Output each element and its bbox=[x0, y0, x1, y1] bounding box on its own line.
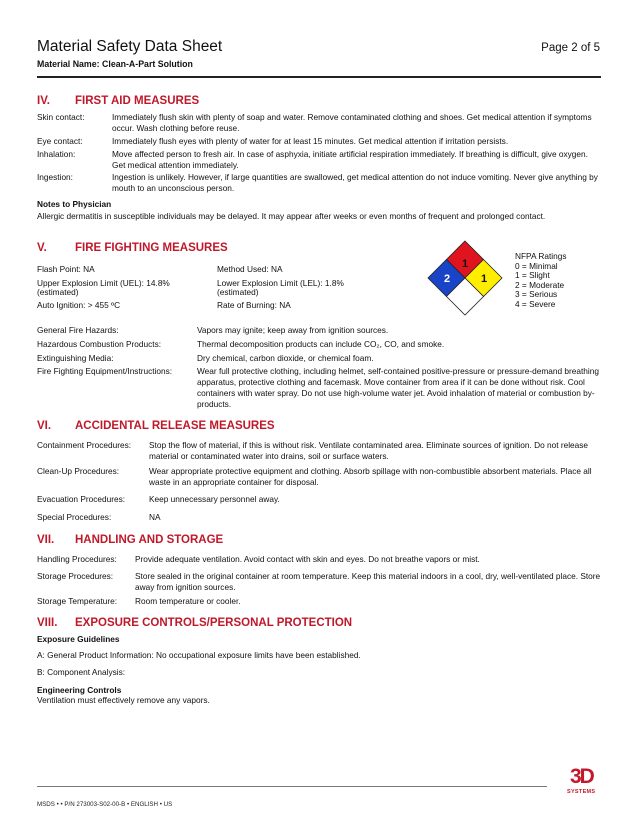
clean-up-procedures-text: Wear appropriate protective equipment and clothing. Absorb spillage with non-combustible absorbent materials. Place all waste in an appropriate container for disposal. bbox=[149, 466, 592, 487]
ingestion-label: Ingestion: bbox=[37, 172, 73, 182]
handling-procedures-label: Handling Procedures: bbox=[37, 554, 117, 564]
document-title: Material Safety Data Sheet bbox=[37, 38, 223, 55]
nfpa-health-value: 2 bbox=[443, 273, 451, 285]
notes-to-physician-heading: Notes to Physician bbox=[37, 199, 112, 209]
engineering-controls-text: Ventilation must effectively remove any vapors. bbox=[37, 695, 210, 705]
special-procedures-label: Special Procedures: bbox=[37, 512, 112, 522]
section-viii-number: VIII. bbox=[37, 617, 58, 629]
fire-fighting-equipment-label: Fire Fighting Equipment/Instructions: bbox=[37, 366, 173, 376]
handling-procedures-text: Provide adequate ventilation. Avoid contact with skin and eyes. Do not breathe vapors or mist. bbox=[135, 554, 480, 564]
section-vi-title: ACCIDENTAL RELEASE MEASURES bbox=[75, 420, 275, 432]
evacuation-procedures-label: Evacuation Procedures: bbox=[37, 494, 126, 504]
page-number: Page 2 of 5 bbox=[541, 42, 600, 54]
notes-to-physician-text: Allergic dermatitis in susceptible individuals may be delayed. It may appear after weeks or even months of frequent and prolonged contact. bbox=[37, 211, 546, 221]
storage-temperature-label: Storage Temperature: bbox=[37, 596, 118, 606]
eye-contact-label: Eye contact: bbox=[37, 136, 83, 146]
nfpa-diamond bbox=[427, 240, 503, 318]
nfpa-flammability-value: 1 bbox=[461, 258, 469, 270]
lower-explosion-limit: Lower Explosion Limit (LEL): 1.8% bbox=[217, 278, 344, 288]
footer-text: MSDS • • P/N 273003-S02-00-B • ENGLISH • US bbox=[37, 801, 173, 808]
containment-procedures-text: Stop the flow of material, if this is without risk. Ventilate contaminated area. Eliminate sources of ignition. Do not release material or contaminated water into drains, soil or surface waters. bbox=[149, 440, 589, 461]
skin-contact-label: Skin contact: bbox=[37, 112, 85, 122]
header-divider bbox=[37, 76, 601, 78]
extinguishing-media-label: Extinguishing Media: bbox=[37, 353, 114, 363]
method-used: Method Used: NA bbox=[217, 264, 283, 274]
containment-procedures-label: Containment Procedures: bbox=[37, 440, 132, 450]
extinguishing-media-text: Dry chemical, carbon dioxide, or chemical foam. bbox=[197, 353, 374, 363]
engineering-controls-heading: Engineering Controls bbox=[37, 685, 122, 695]
section-viii-title: EXPOSURE CONTROLS/PERSONAL PROTECTION bbox=[75, 617, 353, 629]
rate-of-burning: Rate of Burning: NA bbox=[217, 300, 291, 310]
eye-contact-text: Immediately flush eyes with plenty of water for at least 15 minutes. Get medical attention if irritation persists. bbox=[112, 136, 509, 146]
nfpa-legend bbox=[515, 252, 567, 310]
lel-estimated: (estimated) bbox=[217, 287, 259, 297]
exposure-guidelines-heading: Exposure Guidelines bbox=[37, 634, 120, 644]
ingestion-text: Ingestion is unlikely. However, if large quantities are swallowed, get medical attention do not induce vomiting. Never give anything by mouth to an unconscious person. bbox=[112, 172, 598, 193]
hazardous-combustion-text: Thermal decomposition products can include CO₂, CO, and smoke. bbox=[197, 339, 445, 349]
fire-fighting-equipment-text: Wear full protective clothing, including helmet, self-contained positive-pressure or pressure-demand breathing apparatus, protective clothing and facemask. Move container from area if it can be done without risk. Cool containers with water spray. Do not use high-volume water jet. Avoid inhalation of material or combustion by-products. bbox=[197, 366, 599, 409]
section-iv-title: FIRST AID MEASURES bbox=[75, 95, 200, 107]
nfpa-legend-item: 0 = Minimal bbox=[515, 260, 558, 271]
3d-logo-mark: 3D bbox=[570, 765, 593, 788]
material-name: Material Name: Clean-A-Part Solution bbox=[37, 59, 193, 69]
general-fire-hazards-label: General Fire Hazards: bbox=[37, 325, 119, 335]
footer-divider bbox=[37, 786, 547, 787]
section-vi-number: VI. bbox=[37, 420, 52, 432]
section-v-title: FIRE FIGHTING MEASURES bbox=[75, 242, 228, 254]
section-iv-number: IV. bbox=[37, 95, 51, 107]
component-analysis: B: Component Analysis: bbox=[37, 667, 126, 677]
section-vii-number: VII. bbox=[37, 534, 55, 546]
flash-point: Flash Point: NA bbox=[37, 264, 95, 274]
storage-temperature-text: Room temperature or cooler. bbox=[135, 596, 241, 606]
inhalation-label: Inhalation: bbox=[37, 149, 76, 159]
uel-estimated: (estimated) bbox=[37, 287, 79, 297]
nfpa-legend-item: 2 = Moderate bbox=[515, 279, 565, 290]
auto-ignition: Auto Ignition: > 455 ºC bbox=[37, 300, 121, 310]
nfpa-legend-item: 3 = Serious bbox=[515, 289, 558, 300]
3d-systems-logo bbox=[560, 766, 610, 806]
section-vii-title: HANDLING AND STORAGE bbox=[75, 534, 224, 546]
nfpa-reactivity-value: 1 bbox=[480, 273, 488, 285]
skin-contact-text: Immediately flush skin with plenty of soap and water. Remove contaminated clothing and shoes. Get medical attention if symptoms occur. Wash clothing before reuse. bbox=[112, 112, 592, 133]
nfpa-legend-item: 1 = Slight bbox=[515, 270, 550, 281]
upper-explosion-limit: Upper Explosion Limit (UEL): 14.8% bbox=[37, 278, 170, 288]
inhalation-text: Move affected person to fresh air. In case of asphyxia, initiate artificial respiration immediately. If breathing is difficult, give oxygen. Get medical attention immediately. bbox=[112, 149, 588, 170]
storage-procedures-label: Storage Procedures: bbox=[37, 571, 114, 581]
logo-systems-text: SYSTEMS bbox=[567, 789, 596, 795]
nfpa-legend-title: NFPA Ratings bbox=[515, 251, 567, 261]
special-procedures-text: NA bbox=[149, 512, 161, 522]
general-product-information: A: General Product Information: No occupational exposure limits have been established. bbox=[37, 650, 361, 660]
nfpa-legend-item: 4 = Severe bbox=[515, 298, 556, 309]
general-fire-hazards-text: Vapors may ignite; keep away from ignition sources. bbox=[197, 325, 389, 335]
clean-up-procedures-label: Clean-Up Procedures: bbox=[37, 466, 120, 476]
evacuation-procedures-text: Keep unnecessary personnel away. bbox=[149, 494, 280, 504]
storage-procedures-text: Store sealed in the original container at room temperature. Keep this material indoors in a cool, dry, well-ventilated place. Store away from ignition sources. bbox=[135, 571, 601, 592]
hazardous-combustion-label: Hazardous Combustion Products: bbox=[37, 339, 162, 349]
section-v-number: V. bbox=[37, 242, 47, 254]
